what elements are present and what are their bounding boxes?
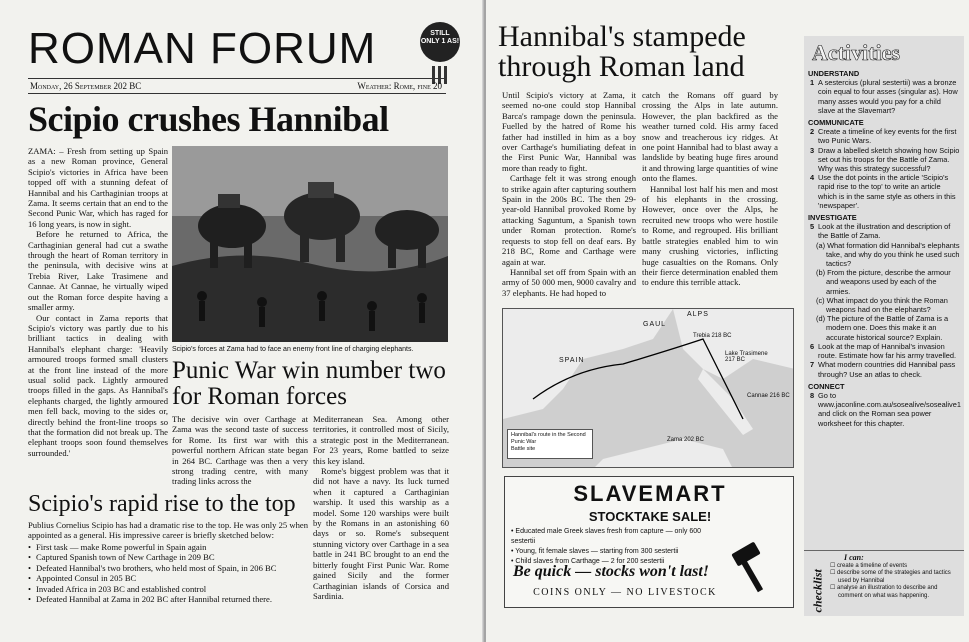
- masthead: [24, 22, 464, 74]
- paragraph: Hannibal set off from Spain with an army of 50 000 men, 9000 cavalry and 37 elephants. He had hoped to: [502, 266, 636, 298]
- checklist-label: checklist: [810, 569, 825, 613]
- activity-item: 3 Draw a labelled sketch showing how Scipio set out his troops for the Battle of Zama. Why was this strategy successful?: [810, 145, 960, 174]
- paragraph: Until Scipio's victory at Zama, it seemed no-one could stop Hannibal Barca's rampage down the peninsula. Fuelled by the hatred of Rome his father had instilled in him as a boy over Carthage's humiliating defeat in the First Punic War, Hannibal was more than ready to fight.: [502, 90, 636, 173]
- list-item: • Young, fit female slaves — starting from 300 sestertii: [511, 547, 721, 557]
- checklist: [804, 550, 964, 616]
- checklist-heading: I can:: [844, 553, 864, 562]
- paragraph: Rome's biggest problem was that it did not have a navy. Its luck turned when it captured a Carthaginian warship. It used this warship as a model. Some 120 warships were built by the Romans in an astonishing 60 days or so. Rome's subsequent stunning victory over Carthage in a sea battle in 241 BC brought to an end the bitterly fought First Punic War. Rome gained Sicily and the former Carthaginian islands of Corsica and Sardinia.: [313, 466, 449, 601]
- activity-item: 7 What modern countries did Hannibal pass through? Use an atlas to check.: [810, 360, 956, 379]
- paragraph: Before he returned to Africa, the Carthaginian general had cut a swathe through the heart of Roman territory in the peninsula, with decisive wins at Trebia River, Lake Trasimene and Cannae. At Cannae, he virtually wiped out the Roman force despite having a smaller army.: [28, 229, 168, 313]
- activities-list: [808, 66, 960, 428]
- ad-title: SLAVEMART: [573, 481, 727, 506]
- ad-subtitle: STOCKTAKE SALE!: [588, 509, 712, 524]
- section-communicate: COMMUNICATE: [808, 118, 864, 128]
- legend-battle: Battle site: [511, 446, 536, 452]
- activity-item: 4 Use the dot points in the article 'Scipio's rapid rise to the top' to write an article which is in the same style as others in this 'newspaper'.: [810, 173, 956, 210]
- map-label-cannae: Cannae 216 BC: [747, 393, 790, 399]
- right-page: [486, 0, 969, 642]
- activities-panel: [804, 36, 964, 616]
- checklist-items: [830, 563, 962, 600]
- masthead-title: ROMAN FORUM: [28, 24, 377, 73]
- activity-item: 1 A sestercius (plural sestertii) was a bronze coin equal to four asses (singular as). How many asses would you pay for a child slave at the Slavemart?: [810, 78, 958, 115]
- issue-date: Monday, 26 September 202 BC: [30, 81, 142, 91]
- activities-title: Activities: [812, 40, 900, 65]
- map-label-alps: ALPS: [687, 311, 709, 318]
- list-item: • Appointed Consul in 205 BC: [28, 573, 308, 583]
- article-punic-war-col2: [313, 414, 449, 601]
- section-investigate: INVESTIGATE: [808, 213, 857, 223]
- weather: Weather: Rome, fine 20: [357, 81, 442, 91]
- scipio-rise-intro: Publius Cornelius Scipio has had a dramatic rise to the top. He was only 25 when appointed as a general. His impressive career is briefly sketched below:: [28, 520, 308, 541]
- scipio-career-list: [28, 542, 308, 604]
- list-item: • Invaded Africa in 203 BC and established control: [28, 584, 308, 594]
- dateline: [28, 78, 446, 94]
- map-legend: [507, 429, 593, 459]
- checklist-item[interactable]: ☐ describe some of the strategies and tactics used by Hannibal: [830, 570, 962, 585]
- paragraph: Carthage felt it was strong enough to strike again after capturing southern Spain in the 200s BC. The then 29-year-old Hannibal provoked Rome by attacking Saguntum, a Spanish town under Roman protection. Rome's requests to stop fell on deaf ears. By 218 BC, Rome and Carthage were again at war.: [502, 173, 636, 267]
- list-item: • Child slaves from Carthage — 2 for 200 sestertii: [511, 557, 721, 567]
- checklist-item[interactable]: ☐ analyse an illustration to describe and comment on what was happening.: [830, 585, 962, 600]
- slavemart-advertisement: [504, 476, 794, 608]
- paragraph: catch the Romans off guard by crossing the Alps in late autumn. However, the plan backfired as the weather turned cold. His army faced snow and treacherous icy ridges. At one point Hannibal had to blast away a landslide by beating huge fires around it and throwing large quantities of wine onto the flames.: [642, 90, 778, 184]
- list-item: • Defeated Hannibal at Zama in 202 BC after Hannibal returned there.: [28, 594, 308, 604]
- activity-item: 8 Go to www.jaconline.com.au/sosealive/sosealive1 and click on the Roman sea power worksheet for this chapter.: [810, 390, 961, 428]
- map-label-gaul: GAUL: [643, 321, 667, 328]
- article-stampede-col2: [642, 90, 778, 288]
- map-label-trasimene: Lake Trasimene 217 BC: [725, 351, 768, 363]
- section-understand: UNDERSTAND: [808, 69, 860, 78]
- activity-subitem: (a) What formation did Hannibal's elephants take, and why do you think he used such tactics?: [816, 240, 960, 269]
- map-label-spain: SPAIN: [559, 357, 585, 364]
- article-punic-war-col1: [172, 414, 308, 487]
- punic-war-headline: Punic War win number two for Roman forces: [172, 357, 446, 410]
- list-item: • Defeated Hannibal's two brothers, who held most of Spain, in 206 BC: [28, 563, 308, 573]
- map-label-zama: Zama 202 BC: [667, 437, 705, 443]
- paragraph: Our contact in Zama reports that Scipio's victory was partly due to his brilliant tactics in dealing with Hannibal's elephant charge: 'Heavily armoured troops formed small clusters at the front line instead of the more usual solid pack. Lightly armoured troops filled in the gaps. As Hannibal's elephants charged, the lightly armoured men fell back, moving to the sides or, directly behind the front-line troops so that the formation did not break up. The elephant troops soon found themselves surrounded.': [28, 312, 168, 458]
- activity-subitem: (d) The picture of the Battle of Zama is a modern one. Does this make it an accurate historical source? Explain.: [816, 314, 949, 342]
- ad-footer: COINS ONLY — NO LIVESTOCK: [533, 587, 717, 598]
- scipio-rise-headline: Scipio's rapid rise to the top: [28, 491, 296, 517]
- illustration-caption: Scipio's forces at Zama had to face an enemy front line of charging elephants.: [172, 346, 414, 353]
- paragraph: Hannibal lost half his men and most of his elephants in the crossing. However, once over the Alps, he recruited new troops who were hostile to Rome, and regrouped. His brilliant battle strategies enabled him to win many crushing victories, inflicting huge casualties on the Romans. Only their fierce determination enabled them to endure this terrible attack.: [642, 183, 778, 288]
- left-page: [0, 0, 484, 642]
- activity-item: 2 Create a timeline of key events for the first two Punic Wars.: [810, 127, 957, 146]
- activity-item: 5 Look at the illustration and description of the Battle of Zama.: [810, 222, 951, 241]
- battle-of-zama-illustration: [172, 146, 448, 342]
- section-connect: CONNECT: [808, 381, 845, 391]
- stampede-headline: Hannibal's stampede through Roman land: [498, 20, 746, 83]
- activity-subitem: (b) From the picture, describe the armour and weapons used by each of the armies.: [816, 268, 951, 296]
- paragraph: ZAMA: – Fresh from setting up Spain as a new Roman province, General Scipio's victories in Africa have been topped off with a stunning defeat of Hannibal and his Carthaginian troops at Zama. It seems certain that an end to the Second Punic War, which has raged for 16 long years, is now in sight.: [28, 146, 168, 229]
- article-stampede-col1: [502, 90, 636, 298]
- paragraph: Mediterranean Sea. Among other territories, it controlled most of Sicily, a strategic post in the Mediterranean. For 23 years, Rome battled to seize this key island.: [313, 414, 449, 466]
- ad-slogan: Be quick — stocks won't last!: [513, 563, 710, 580]
- article-scipio-crushes: [28, 146, 168, 458]
- main-headline: Scipio crushes Hannibal: [28, 99, 389, 139]
- activity-item: 6 Look at the map of Hannibal's invasion route. Estimate how far his army travelled.: [810, 341, 957, 361]
- hannibal-route-map: [502, 308, 794, 468]
- paragraph: The decisive win over Carthage at Zama was the second taste of success for Rome. Its first war with this powerful northern African state began in 264 BC. Carthage was then a very strong trading centre, with many trading links across the: [172, 414, 308, 487]
- price-seal: STILL ONLY 1 AS!: [420, 22, 460, 62]
- activity-subitem: (c) What impact do you think the Roman weapons had on the elephants?: [816, 295, 948, 315]
- list-item: • Educated male Greek slaves fresh from capture — only 600 sestertii: [511, 527, 721, 547]
- map-label-trebia: Trebia 218 BC: [693, 333, 732, 339]
- checklist-item[interactable]: ☐ create a timeline of events: [830, 563, 962, 570]
- list-item: • First task — make Rome powerful in Spain again: [28, 542, 308, 552]
- ad-price-list: [511, 527, 721, 567]
- legend-route: Hannibal's route in the Second Punic War: [511, 432, 586, 445]
- auction-hammer-icon: [729, 541, 779, 595]
- list-item: • Captured Spanish town of New Carthage in 209 BC: [28, 552, 308, 562]
